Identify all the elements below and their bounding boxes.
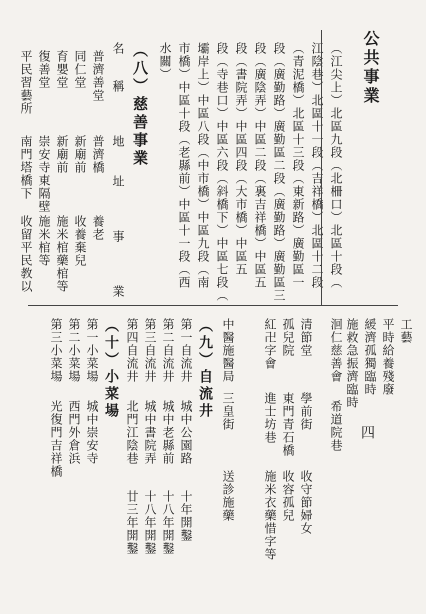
vertical-divider [321,30,322,305]
page-number: 四 [359,425,375,440]
text-line: （江尖上）北區九段（北柵口）北區十段（ [329,42,343,289]
entry-name: 育嬰堂 [55,50,69,89]
entry-address: 城中崇安寺 [85,400,99,465]
section-10-title: （十）小菜場 [103,318,119,420]
entry-name: 清節堂 [299,318,313,357]
entry-work: 養老 [91,215,105,241]
entry-name: 中醫施醫局 [221,318,235,383]
text-line: 段（廣陰弄）中區二段（裏吉祥橋）中區五 [253,42,267,289]
entry-name: 紅卍字會 [263,318,277,370]
text-line: 壩岸上）中區八段（中市橋）中區九段（南 [196,42,210,289]
entry-address: 希道院巷 [329,400,343,452]
overflow-work: 施救急振濟臨時 [345,318,359,409]
entry-work: 施米棺等 [37,215,51,267]
entry-work: 收留平民教以 [19,215,33,293]
col-header-work: 事 [111,230,125,243]
entry-work: 施米棺藥棺等 [55,215,69,293]
entry-work: 收養棄兒 [73,215,87,267]
entry-name: 第二小菜場 [67,318,81,383]
entry-address: 崇安寺東隔壁 [37,135,51,213]
overflow-header: 工藝 [399,318,413,344]
col-header-name2: 稱 [111,80,125,93]
entry-address: 普濟橋 [91,135,105,174]
entry-name: 第一自流井 [179,318,193,383]
entry-work: 送診施藥 [221,470,235,522]
horizontal-divider [28,305,398,306]
entry-address: 光復門吉祥橋 [49,400,63,478]
entry-work: 施米衣藥惜字等 [263,470,277,561]
entry-name: 第四自流井 [125,318,139,383]
entry-year: 十年開鑿 [179,490,193,542]
overflow-line: 緩濟孤獨臨時 [363,318,377,396]
col-header-address2: 址 [111,175,125,188]
entry-work: 收守節婦女 [299,470,313,535]
entry-name: 第一小菜場 [85,318,99,383]
entry-name: 第三小菜場 [49,318,63,383]
text-line: 水關） [158,42,172,81]
entry-address: 北門江陰巷 [125,400,139,465]
entry-name: 平民習藝所 [19,50,33,115]
entry-address: 新廟前 [73,135,87,174]
entry-year: 廿三年開鑿 [125,490,139,555]
entry-name: 第三自流井 [143,318,157,383]
col-header-name: 名 [111,42,125,55]
entry-work: 收容孤兒 [281,470,295,522]
entry-name: 復善堂 [37,50,51,89]
entry-address: 東門青石橋 [281,392,295,457]
text-line: （青泥橋）北區十三段（東新路）廣勤區一 [291,42,305,289]
entry-address: 城中老縣前 [161,400,175,465]
page-header-title: 公共事業 [361,30,380,106]
text-line: 市橋）中區十段（老縣前）中區十一段（西 [177,42,191,289]
col-header-work2: 業 [111,285,125,298]
entry-address: 南門塔橋下 [19,135,33,200]
entry-name: 第二自流井 [161,318,175,383]
entry-address: 學前街 [299,392,313,431]
col-header-address: 地 [111,135,125,148]
entry-address: 城中書院弄 [143,400,157,465]
text-line: 段（書院弄）中區四段（大市橋）中區五 [234,42,248,276]
entry-address: 三皇街 [221,392,235,431]
entry-address: 西門外倉浜 [67,400,81,465]
text-line: 段（寺巷口）中區六段（斜橋下）中區七段（ [215,42,229,302]
entry-name: 洄仁慈善會 [329,318,343,383]
entry-address: 新廟前 [55,135,69,174]
entry-name: 普濟善堂 [91,50,105,102]
text-line: 段（廣勤路）廣勤區二段（廣勤路）廣勤區三 [272,42,286,302]
entry-name: 同仁堂 [73,50,87,89]
entry-address: 城中公園路 [179,400,193,465]
entry-address: 進士坊巷 [263,392,277,444]
section-8-title: （八）慈善事業 [131,42,149,168]
entry-name: 孤兒院 [281,318,295,357]
overflow-line: 平時給養殘廢 [381,318,395,396]
text-line: 江陰巷）北區十一段（吉祥橋）北區十二段 [310,42,324,289]
entry-year: 十八年開鑿 [143,490,157,555]
entry-year: 十八年開鑿 [161,490,175,555]
section-9-title: （九）自流井 [197,318,213,420]
